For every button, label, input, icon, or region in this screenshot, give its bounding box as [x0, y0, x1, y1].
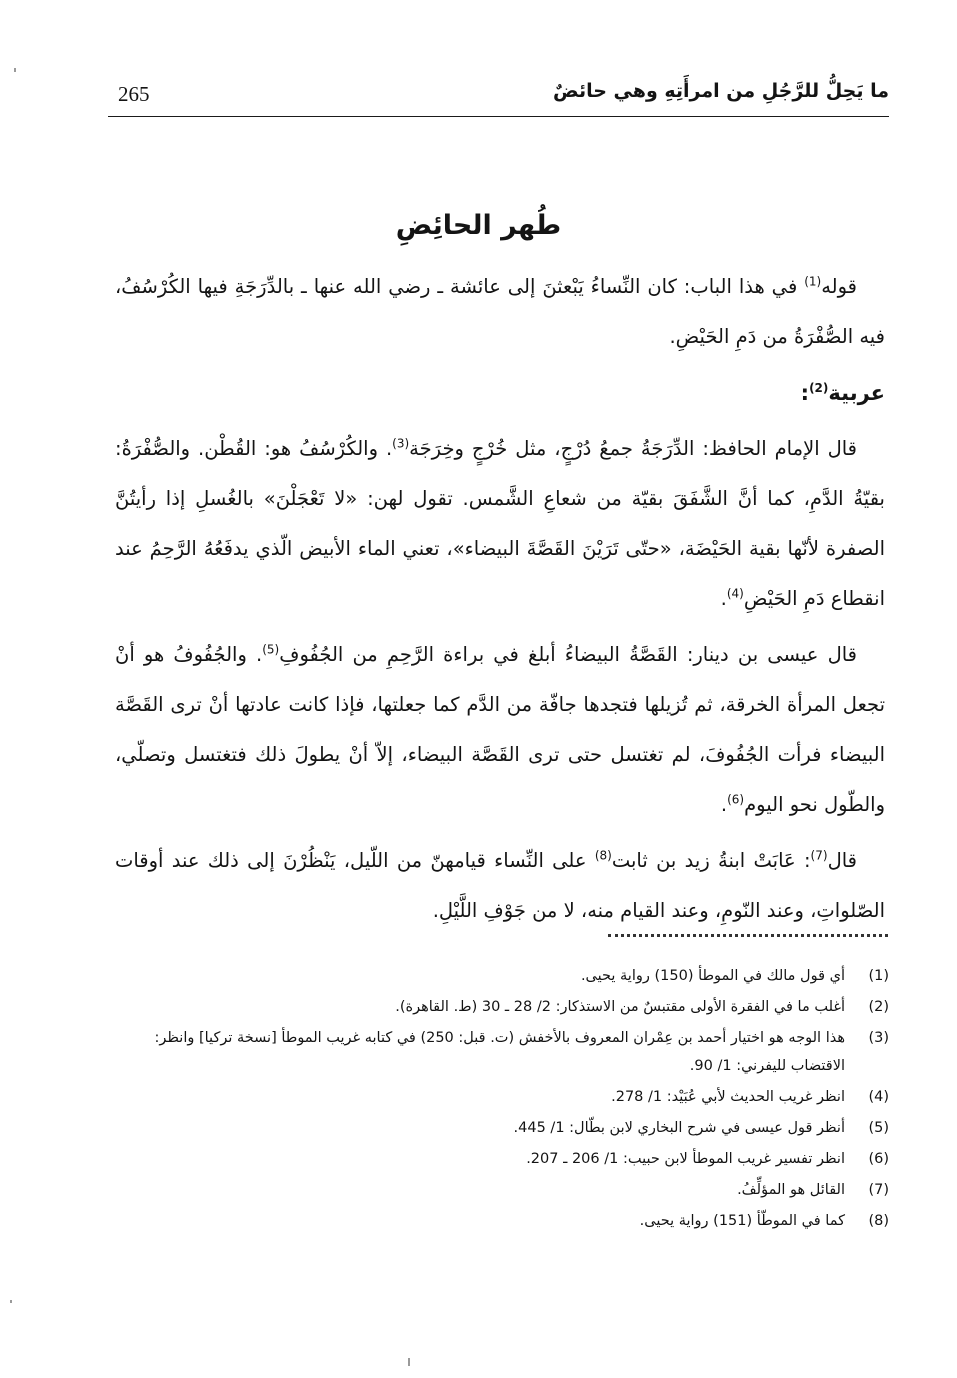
text-run: قال الإمام الحافظ: الدِّرَجَةُ جمعُ دُرْجٍ، مثل خُرْجٍ وخِرَجَة — [409, 437, 857, 460]
text-run: قال — [827, 849, 857, 872]
paragraph-1 — [115, 262, 885, 362]
footnote-item — [115, 1145, 889, 1173]
footnote-ref: (5) — [262, 642, 280, 657]
chapter-title: طُهر الحائِضِ — [395, 210, 562, 241]
footnote-item — [115, 1083, 889, 1111]
footnote-text: أنظر قول عيسى في شرح البخاري لابن بطّال: 1/ 445. — [513, 1120, 845, 1136]
page-header — [108, 78, 889, 117]
page-number: 265 — [118, 82, 150, 106]
footnote-ref: (6) — [727, 792, 745, 807]
footnote-item — [115, 962, 889, 990]
text-run: . والكُرْسُفُ هو: القُطْن. والصُّفْرَةُ: بقيّةُ الدَّمِ، كما أنَّ الشَّفَقَ بقيّة من شعاعِ الشَّمس. تقول لهن: «لا تَعْجَلْنَ» بالغُسلِ إذا رأيتُنَّ الصفرة لأنّها بقية الحَيْضَة، «حتّى تَرَيْنَ القَصَّةَ البيضاء»، تعني الماء الأبيض الّذي يدفَعُهُ الرَّحِمُ عند انقطاع دَمِ الحَيْضِ — [115, 437, 885, 610]
text-run: . — [720, 793, 728, 816]
footnote-item — [115, 1207, 889, 1235]
text-run: في هذا الباب: كان النِّساءُ يَبْعثنَ إلى عائشة ـ رضي الله عنها ـ بالدِّرَجَةِ فيها الكُرْسُفُ، فيه الصُّفْرَةُ من دَمِ الحَيْضِ. — [115, 275, 885, 348]
footnote-ref: (7) — [810, 848, 828, 863]
footnote-ref: (1) — [804, 274, 822, 289]
paragraph-2 — [115, 424, 885, 624]
footnote-text: انظر تفسير غريب الموطأ لابن حبيب: 1/ 206 ـ 207. — [526, 1151, 845, 1167]
footnote-number: (7) — [868, 1182, 889, 1198]
footnote-text: القائل هو المؤلِّفُ. — [737, 1182, 845, 1198]
heading-colon: : — [800, 381, 810, 405]
footnote-separator — [608, 934, 888, 941]
footnote-number: (3) — [868, 1030, 889, 1046]
footnote-number: (2) — [868, 999, 889, 1015]
footnote-number: (4) — [868, 1089, 889, 1105]
footnote-number: (8) — [868, 1213, 889, 1229]
footnote-text: كما في الموطّأ (151) رواية يحيى. — [639, 1213, 845, 1229]
text-run: قوله — [821, 275, 857, 298]
text-run: قال عيسى بن دينار: القَصَّةُ البيضاءُ أبلغ في براءة الرَّحِمِ من الجُفُوفِ — [279, 643, 858, 666]
footnote-text: أي قول مالك في الموطأ (150) رواية يحيى. — [580, 968, 845, 984]
footnote-text: هذا الوجه هو اختيار أحمد بن عِمْران المعروف بالأخفش (ت. قبل: 250) في كتابه غريب الموطأ [نسخة تركيا] وانظر: الاقتضاب لليفرني: 1/ 90. — [154, 1030, 845, 1074]
footnote-ref: (2) — [809, 381, 829, 395]
footnote-item — [115, 1024, 889, 1080]
scan-mark — [14, 68, 16, 72]
text-run: . والجُفُوفُ هو أنْ تجعل المرأة الخرقة، ثم تُزيلها فتجدها جافّة من الدَّم كما جعلتها، فإذا كانت عادتها أنْ ترى القَصَّة البيضاء فرأت الجُفُوفَ، لم تغتسل حتى ترى القَصَّة البيضاء، إلاّ أنْ يطولَ ذلك فتغتسل وتصلّي، والطّول نحو اليوم — [115, 643, 885, 816]
footnote-text: أغلب ما في الفقرة الأولى مقتبسٌ من الاستذكار: 2/ 28 ـ 30 (ط. القاهرة). — [395, 999, 845, 1015]
footnote-ref: (8) — [594, 848, 612, 863]
footnote-text: انظر غريب الحديث لأبي عُبَيْد: 1/ 278. — [611, 1089, 845, 1105]
footnote-item — [115, 993, 889, 1021]
scan-mark — [10, 1300, 12, 1303]
footnote-ref: (4) — [726, 586, 744, 601]
main-text — [115, 262, 885, 942]
footnotes — [115, 962, 889, 1238]
text-run: على النِّساء قيامهنّ من اللّيل، يَنْظُرْنَ إلى ذلك عند أوقات الصّلواتِ، وعند النّومِ، وعند القيام منه، لا من جَوْفِ اللَّيْلِ. — [115, 849, 885, 922]
paragraph-3 — [115, 630, 885, 830]
footnote-item — [115, 1114, 889, 1142]
footnote-number: (5) — [868, 1120, 889, 1136]
section-heading — [115, 368, 885, 418]
footnote-number: (6) — [868, 1151, 889, 1167]
footnote-ref: (3) — [392, 436, 410, 451]
running-title: ما يَحِلُّ للرَّجُلِ من امرأَتِهِ وهي حائضٌ — [553, 80, 889, 102]
footnote-number: (1) — [868, 968, 889, 984]
footnote-item — [115, 1176, 889, 1204]
scan-mark — [408, 1358, 410, 1366]
text-run: . — [720, 587, 727, 610]
text-run: : عَابَتْ ابنةُ زيد بن ثابت — [611, 849, 811, 872]
paragraph-4 — [115, 836, 885, 936]
section-heading-text: عربية — [828, 381, 885, 405]
